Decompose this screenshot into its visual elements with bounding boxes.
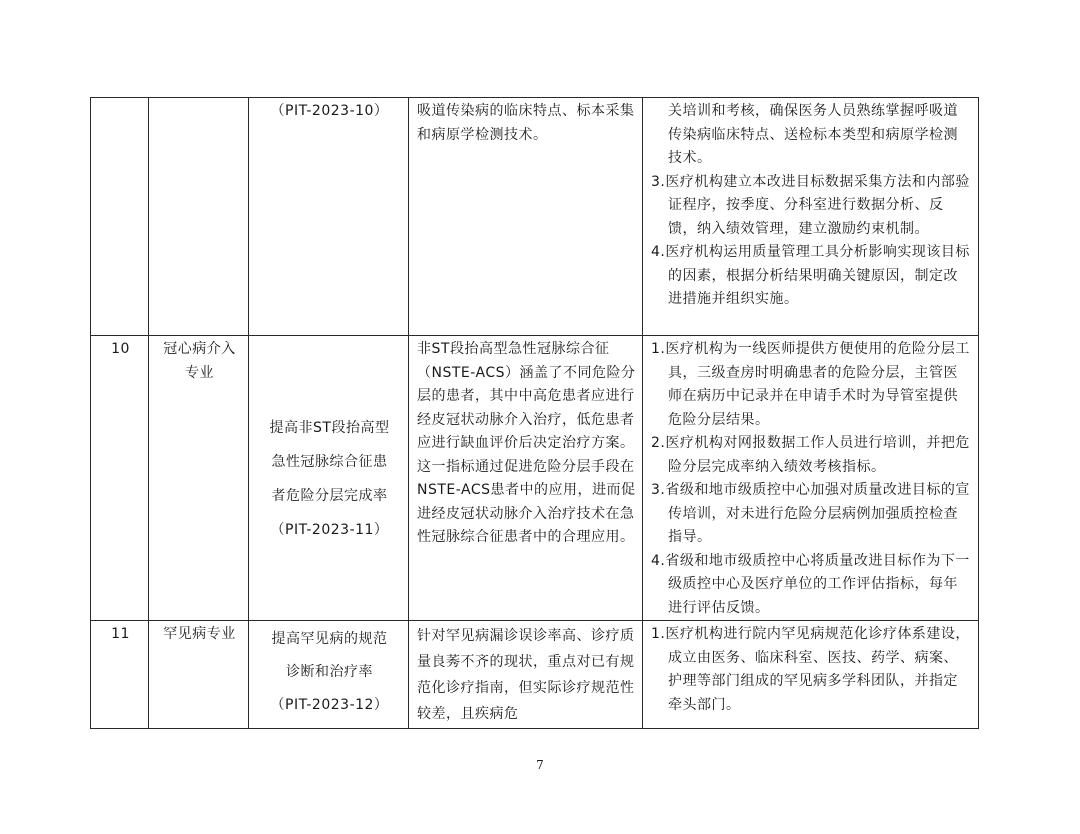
goal-cell [249, 336, 409, 621]
goal-code: （PIT-2023-10） [270, 103, 389, 119]
background-cell: 针对罕见病漏诊误诊率高、诊疗质量良莠不齐的现状，重点对已有规范化诊疗指南，但实际诊疗规范性较差，且疾病危 [409, 621, 643, 729]
specialty-line: 冠心病介入 [163, 341, 236, 357]
measure-item: 4.医疗机构运用质量管理工具分析影响实现该目标的因素，根据分析结果明确关键原因，制定改进措施并组织实施。 [651, 244, 970, 307]
measures-cell [643, 336, 979, 621]
measure-item: 2.医疗机构对网报数据工作人员进行培训，并把危险分层完成率纳入绩效考核指标。 [651, 435, 970, 475]
table-row [91, 336, 979, 621]
specialty-line: 专业 [185, 364, 214, 381]
specialty-cell [149, 98, 249, 336]
row-number: 11 [91, 621, 149, 729]
goal-line: 者危险分层完成率 [271, 488, 388, 504]
specialty-cell [149, 336, 249, 621]
specialty-line: 罕见病专业 [163, 626, 236, 642]
background-cell: 吸道传染病的临床特点、标本采集和病原学检测技术。 [409, 98, 643, 336]
goal-code: （PIT-2023-12） [270, 697, 389, 713]
row-number [91, 98, 149, 336]
goal-line: 提高非ST段抬高型 [269, 420, 390, 436]
quality-improvement-table [90, 97, 979, 729]
background-cell: 非ST段抬高型急性冠脉综合征（NSTE-ACS）涵盖了不同危险分层的患者，其中中高危患者应进行经皮冠状动脉介入治疗，低危患者应进行缺血评价后决定治疗方案。这一指标通过促进危险分层手段在NSTE-ACS患者中的应用，进而促进经皮冠状动脉介入治疗技术在急性冠脉综合征患者中的合理应用。 [409, 336, 643, 621]
table-row [91, 621, 979, 729]
measures-cell [643, 621, 979, 729]
measure-item: 3.省级和地市级质控中心加强对质量改进目标的宣传培训，对未进行危险分层病例加强质控检查指导。 [651, 482, 970, 545]
measure-item: 关培训和考核，确保医务人员熟练掌握呼吸道传染病临床特点、送检标本类型和病原学检测技术。 [668, 103, 958, 166]
goal-cell [249, 98, 409, 336]
measures-cell [643, 98, 979, 336]
page-number: 7 [536, 758, 544, 772]
goal-line: 诊断和治疗率 [286, 664, 373, 680]
table-row [91, 98, 979, 336]
goal-line: 急性冠脉综合征患 [271, 454, 388, 470]
measure-item: 3.医疗机构建立本改进目标数据采集方法和内部验证程序，按季度、分科室进行数据分析、反馈，纳入绩效管理，建立激励约束机制。 [651, 173, 970, 237]
measure-item: 1.医疗机构进行院内罕见病规范化诊疗体系建设，成立由医务、临床科室、医技、药学、病案、护理等部门组成的罕见病多学科团队，并指定牵头部门。 [651, 626, 970, 713]
goal-cell [249, 621, 409, 729]
specialty-cell [149, 621, 249, 729]
goal-line: 提高罕见病的规范 [271, 631, 388, 647]
measure-item: 1.医疗机构为一线医师提供方便使用的危险分层工具，三级查房时明确患者的危险分层，主管医师在病历中记录并在申请手术时为导管室提供危险分层结果。 [651, 341, 970, 428]
row-number: 10 [91, 336, 149, 621]
measure-item: 4.省级和地市级质控中心将质量改进目标作为下一级质控中心及医疗单位的工作评估指标，每年进行评估反馈。 [651, 552, 970, 616]
goal-code: （PIT-2023-11） [270, 522, 389, 538]
